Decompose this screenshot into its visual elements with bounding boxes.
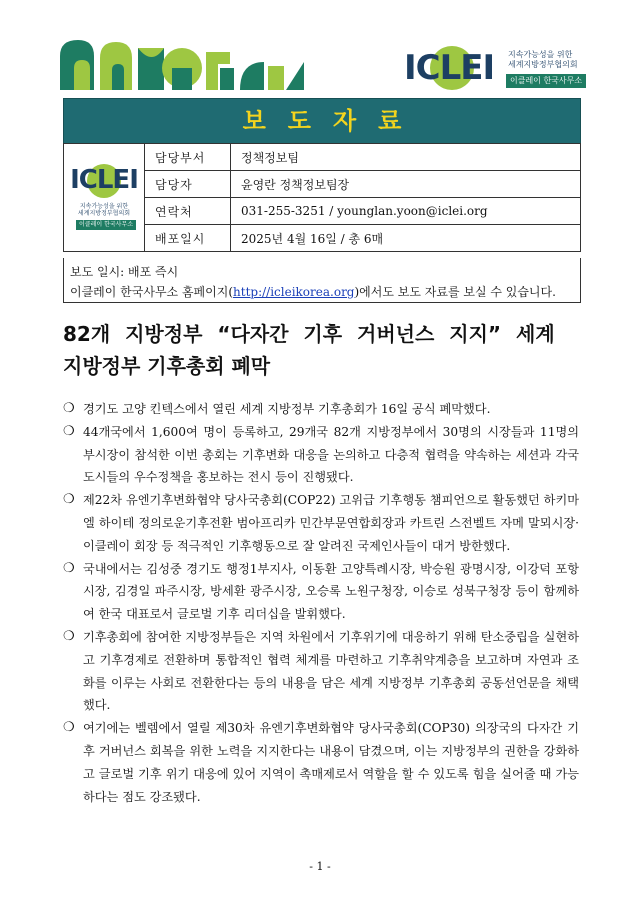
info-logo-cell <box>64 144 145 252</box>
logo-small-tagline-1: 지속가능성을 위한 <box>79 202 129 210</box>
list-item: ❍ 제22차 유엔기후변화협약 당사국총회(COP22) 고위급 기후행동 챔피언으로 활동했던 하키마 엘 하이테 정의로운기후전환 범아프리카 민간부문연합회장과 카트린 스전벨트 자메 말뫼시장·이클레이 회장 등 적극적인 기후행동으로 잘 알려진 국제인사들이 대거 방한했다. <box>63 489 579 557</box>
headline <box>63 318 583 382</box>
headline-line-2: 지방정부 기후총회 폐막 <box>63 354 271 378</box>
list-item: ❍ 국내에서는 김성중 경기도 행정1부지사, 이동환 고양특례시장, 박승원 광명시장, 이강덕 포항시장, 김경일 파주시장, 방세환 광주시장, 오승록 노원구청장, 이승로 성북구청장 등이 함께하여 한국 대표로서 글로벌 기후 리더십을 발휘했다. <box>63 558 579 626</box>
decorative-pattern <box>60 38 310 90</box>
bullet-circle-icon: ❍ <box>63 401 75 416</box>
info-value-department: 정책정보팀 <box>231 144 581 171</box>
logo-small-tagline-2: 세계지방정부협의회 <box>77 209 131 217</box>
info-label-release-date: 배포일시 <box>145 225 231 252</box>
page-header <box>60 38 583 90</box>
headline-line-1: 82개 지방정부 “다자간 기후 거버넌스 지지” 세계 <box>63 322 555 346</box>
release-notice-box <box>63 258 581 303</box>
bullet-circle-icon: ❍ <box>63 423 75 439</box>
logo-office-badge: 이클레이 한국사무소 <box>506 74 586 88</box>
release-timing: 보도 일시: 배포 즉시 <box>70 265 179 279</box>
logo-tagline-2: 세계지방정부협의회 <box>508 60 578 69</box>
homepage-notice: 이클레이 한국사무소 홈페이지(http://icleikorea.org)에서도 보도 자료를 보실 수 있습니다. <box>70 285 556 299</box>
banner-title: 보도자료 <box>242 107 424 135</box>
list-item: ❍ 경기도 고양 킨텍스에서 열린 세계 지방정부 기후총회가 16일 공식 폐막했다. <box>63 398 579 421</box>
homepage-link[interactable]: http://icleikorea.org <box>233 285 355 299</box>
info-label-contact-person: 담당자 <box>145 171 231 198</box>
logo-small-office-badge: 이클레이 한국사무소 <box>76 220 136 230</box>
info-label-department: 담당부서 <box>145 144 231 171</box>
logo-tagline-1: 지속가능성을 위한 <box>508 50 573 59</box>
bullet-circle-icon: ❍ <box>63 560 75 576</box>
press-release-banner <box>63 98 581 144</box>
body-bullet-list <box>63 398 579 808</box>
list-item: ❍ 44개국에서 1,600여 명이 등록하고, 29개국 82개 지방정부에서 30명의 시장들과 11명의 부시장이 참석한 이번 총회는 기후변화 대응을 논의하고 다층적 협력을 약속하는 세션과 각국 도시들의 우수정책을 홍보하는 전시 등이 진행됐다. <box>63 421 579 489</box>
iclei-logo-wordmark: ICLEI <box>404 46 500 90</box>
info-value-release-date: 2025년 4월 16일 / 총 6매 <box>231 225 581 252</box>
table-row <box>64 144 581 171</box>
page-number: - 1 - <box>309 860 331 873</box>
info-label-phone: 연락처 <box>145 198 231 225</box>
iclei-logo <box>404 46 583 90</box>
list-item: ❍ 여기에는 벨렘에서 열릴 제30차 유엔기후변화협약 당사국총회(COP30) 의장국의 다자간 기후 거버넌스 회복을 위한 노력을 지지한다는 내용이 담겼으며, 이는 지방정부의 권한을 강화하고 글로벌 기후 위기 대응에 있어 지역이 촉매제로서 역할을 할 수 있도록 힘을 실어줄 때 가능하다는 점도 강조됐다. <box>63 717 579 808</box>
bullet-circle-icon: ❍ <box>63 720 75 736</box>
contact-info-table <box>63 143 581 252</box>
logo-small-wordmark: ICLEI <box>70 164 138 195</box>
list-item: ❍ 기후총회에 참여한 지방정부들은 지역 차원에서 기후위기에 대응하기 위해 탄소중립을 실현하고 기후경제로 전환하며 통합적인 협력 체계를 마련하고 기후취약계층을 보고하며 자연과 조화를 이루는 사회로 전환한다는 등의 내용을 담은 세계 지방정부 기후총회 공동선언문을 채택했다. <box>63 626 579 717</box>
bullet-circle-icon: ❍ <box>63 492 75 508</box>
info-value-phone: 031-255-3251 / younglan.yoon@iclei.org <box>231 198 581 225</box>
info-value-contact-person: 윤영란 정책정보팀장 <box>231 171 581 198</box>
iclei-logo-small <box>64 163 144 233</box>
bullet-circle-icon: ❍ <box>63 628 75 644</box>
